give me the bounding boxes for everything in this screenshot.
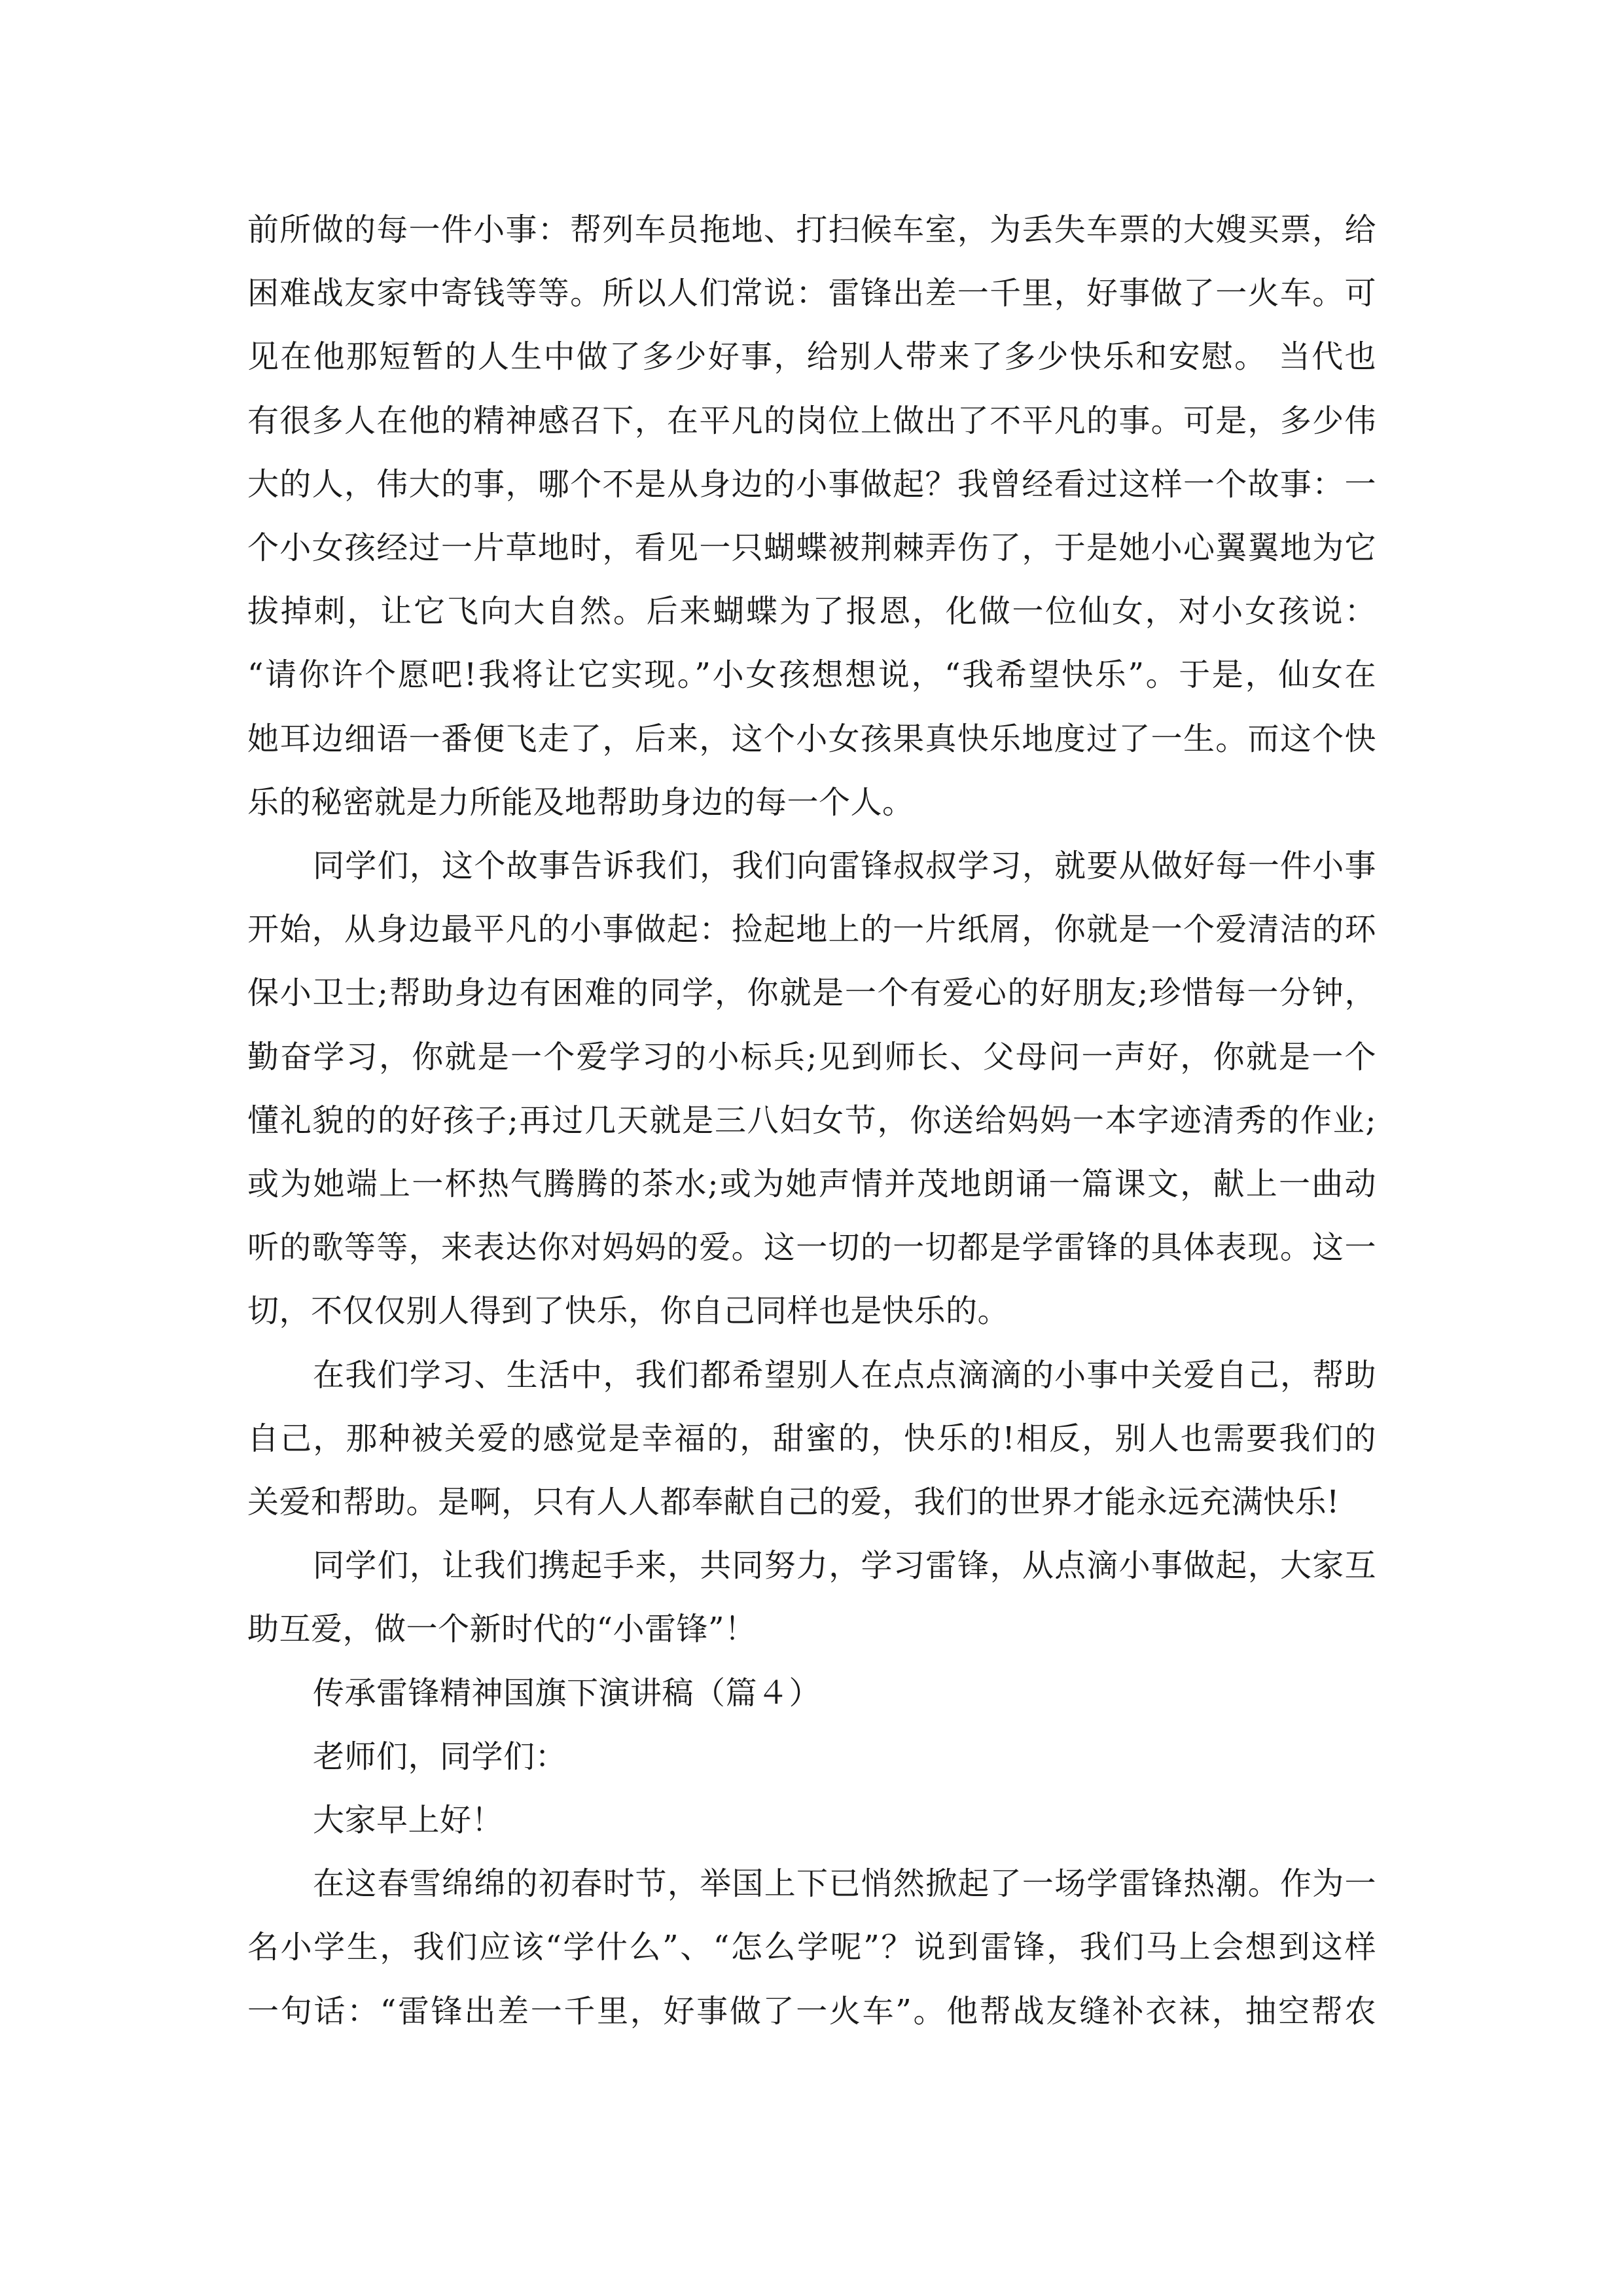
text-line: 关爱和帮助。是啊，只有人人都奉献自己的爱，我们的世界才能永远充满快乐!: [247, 1484, 1340, 1521]
text-line-first: 同学们，让我们携起手来，共同努力，学习雷锋，从点滴小事做起，大家互: [313, 1547, 1376, 1585]
text-line-first: 在这春雪绵绵的初春时节，举国上下已悄然掀起了一场学雷锋热潮。作为一: [313, 1865, 1376, 1903]
text-line: 前所做的每一件小事：帮列车员拖地、打扫候车室，为丢失车票的大嫂买票，给: [247, 211, 1376, 248]
document-page: [247, 198, 1376, 2043]
text-line: 乐的秘密就是力所能及地帮助身边的每一个人。: [247, 783, 914, 821]
text-line: 困难战友家中寄钱等等。所以人们常说：雷锋出差一千里，好事做了一火车。可: [247, 275, 1376, 312]
text-line: “请你许个愿吧!我将让它实现。”小女孩想想说，“我希望快乐”。于是，仙女在: [247, 656, 1376, 694]
text-line: 一句话：“雷锋出差一千里，好事做了一火车”。他帮战友缝补衣袜，抽空帮农: [247, 1992, 1376, 2030]
text-line: 开始，从身边最平凡的小事做起：捡起地上的一片纸屑，你就是一个爱清洁的环: [247, 911, 1376, 948]
text-line: 懂礼貌的的好孩子;再过几天就是三八妇女节，你送给妈妈一本字迹清秀的作业;: [247, 1102, 1376, 1139]
text-line: 拔掉刺，让它飞向大自然。后来蝴蝶为了报恩，化做一位仙女，对小女孩说：: [247, 593, 1376, 630]
text-line-first: 在我们学习、生活中，我们都希望别人在点点滴滴的小事中关爱自己，帮助: [313, 1356, 1376, 1393]
paragraph-5: [247, 1852, 1376, 2043]
text-line: 或为她端上一杯热气腾腾的茶水;或为她声情并茂地朗诵一篇课文，献上一曲动: [247, 1166, 1376, 1203]
text-line-first: 同学们，这个故事告诉我们，我们向雷锋叔叔学习，就要从做好每一件小事: [313, 848, 1376, 885]
text-line: 保小卫士;帮助身边有困难的同学，你就是一个有爱心的好朋友;珍惜每一分钟，: [247, 975, 1376, 1012]
text-line: 切，不仅仅别人得到了快乐，你自己同样也是快乐的。: [247, 1293, 1010, 1330]
text-line: 自己，那种被关爱的感觉是幸福的，甜蜜的，快乐的!相反，别人也需要我们的: [247, 1420, 1376, 1457]
text-line: 有很多人在他的精神感召下，在平凡的岗位上做出了不平凡的事。可是，多少伟: [247, 402, 1376, 439]
salutation: [247, 1725, 1376, 1789]
text-line: 助互爱，做一个新时代的“小雷锋”！: [247, 1611, 757, 1648]
paragraph-1: [247, 198, 1376, 834]
text-line: 大的人，伟大的事，哪个不是从身边的小事做起？我曾经看过这样一个故事：一: [247, 465, 1376, 503]
greeting-text: 大家早上好！: [313, 1802, 504, 1839]
text-line: 见在他那短暂的人生中做了多少好事，给别人带来了多少快乐和安慰。 当代也: [247, 338, 1376, 376]
greeting: [247, 1789, 1376, 1852]
text-line: 她耳边细语一番便飞走了，后来，这个小女孩果真快乐地度过了一生。而这个快: [247, 720, 1376, 757]
salutation-text: 老师们，同学们：: [313, 1738, 567, 1775]
text-line: 个小女孩经过一片草地时，看见一只蝴蝶被荆棘弄伤了，于是她小心翼翼地为它: [247, 529, 1376, 567]
heading-text: 传承雷锋精神国旗下演讲稿（篇４）: [313, 1674, 821, 1712]
text-line: 勤奋学习，你就是一个爱学习的小标兵;见到师长、父母问一声好，你就是一个: [247, 1038, 1376, 1075]
text-line: 名小学生，我们应该“学什么”、“怎么学呢”？说到雷锋，我们马上会想到这样: [247, 1929, 1376, 1966]
paragraph-4: [247, 1534, 1376, 1661]
text-line: 听的歌等等，来表达你对妈妈的爱。这一切的一切都是学雷锋的具体表现。这一: [247, 1229, 1376, 1266]
paragraph-3: [247, 1344, 1376, 1535]
paragraph-2: [247, 834, 1376, 1344]
section-heading: [247, 1662, 1376, 1725]
